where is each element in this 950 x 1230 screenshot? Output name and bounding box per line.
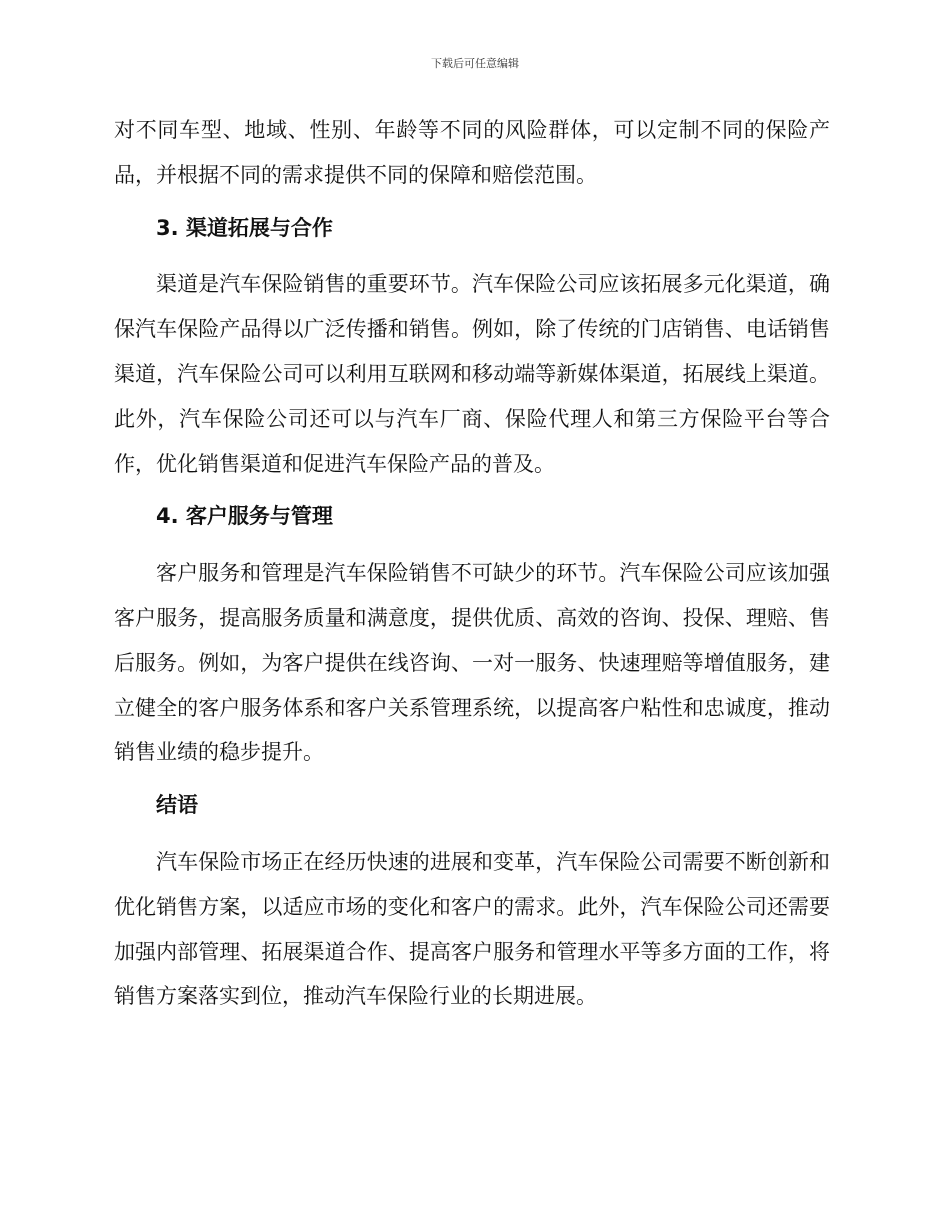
section-heading-conclusion: 结语 [156, 793, 198, 818]
document-body [114, 108, 830, 1019]
paragraph-channels: 渠道是汽车保险销售的重要环节。汽车保险公司应该拓展多元化渠道，确保汽车保险产品得以广泛传播和销售。例如，除了传统的门店销售、电话销售渠道，汽车保险公司可以利用互联网和移动端等新媒体渠道，拓展线上渠道。此外，汽车保险公司还可以与汽车厂商、保险代理人和第三方保险平台等合作，优化销售渠道和促进汽车保险产品的普及。 [114, 272, 830, 476]
section-heading-customer-service: 4. 客户服务与管理 [156, 504, 333, 529]
paragraph-intro-continuation: 对不同车型、地域、性别、年龄等不同的风险群体，可以定制不同的保险产品，并根据不同的需求提供不同的保障和赔偿范围。 [114, 118, 830, 187]
header-note: 下载后可任意编辑 [431, 57, 519, 70]
section-heading-channels: 3. 渠道拓展与合作 [156, 215, 333, 240]
paragraph-customer-service: 客户服务和管理是汽车保险销售不可缺少的环节。汽车保险公司应该加强客户服务，提高服务质量和满意度，提供优质、高效的咨询、投保、理赔、售后服务。例如，为客户提供在线咨询、一对一服务、快速理赔等增值服务，建立健全的客户服务体系和客户关系管理系统，以提高客户粘性和忠诚度，推动销售业绩的稳步提升。 [114, 561, 830, 765]
paragraph-conclusion: 汽车保险市场正在经历快速的进展和变革，汽车保险公司需要不断创新和优化销售方案，以适应市场的变化和客户的需求。此外，汽车保险公司还需要加强内部管理、拓展渠道合作、提高客户服务和管理水平等多方面的工作，将销售方案落实到位，推动汽车保险行业的长期进展。 [114, 849, 830, 1009]
